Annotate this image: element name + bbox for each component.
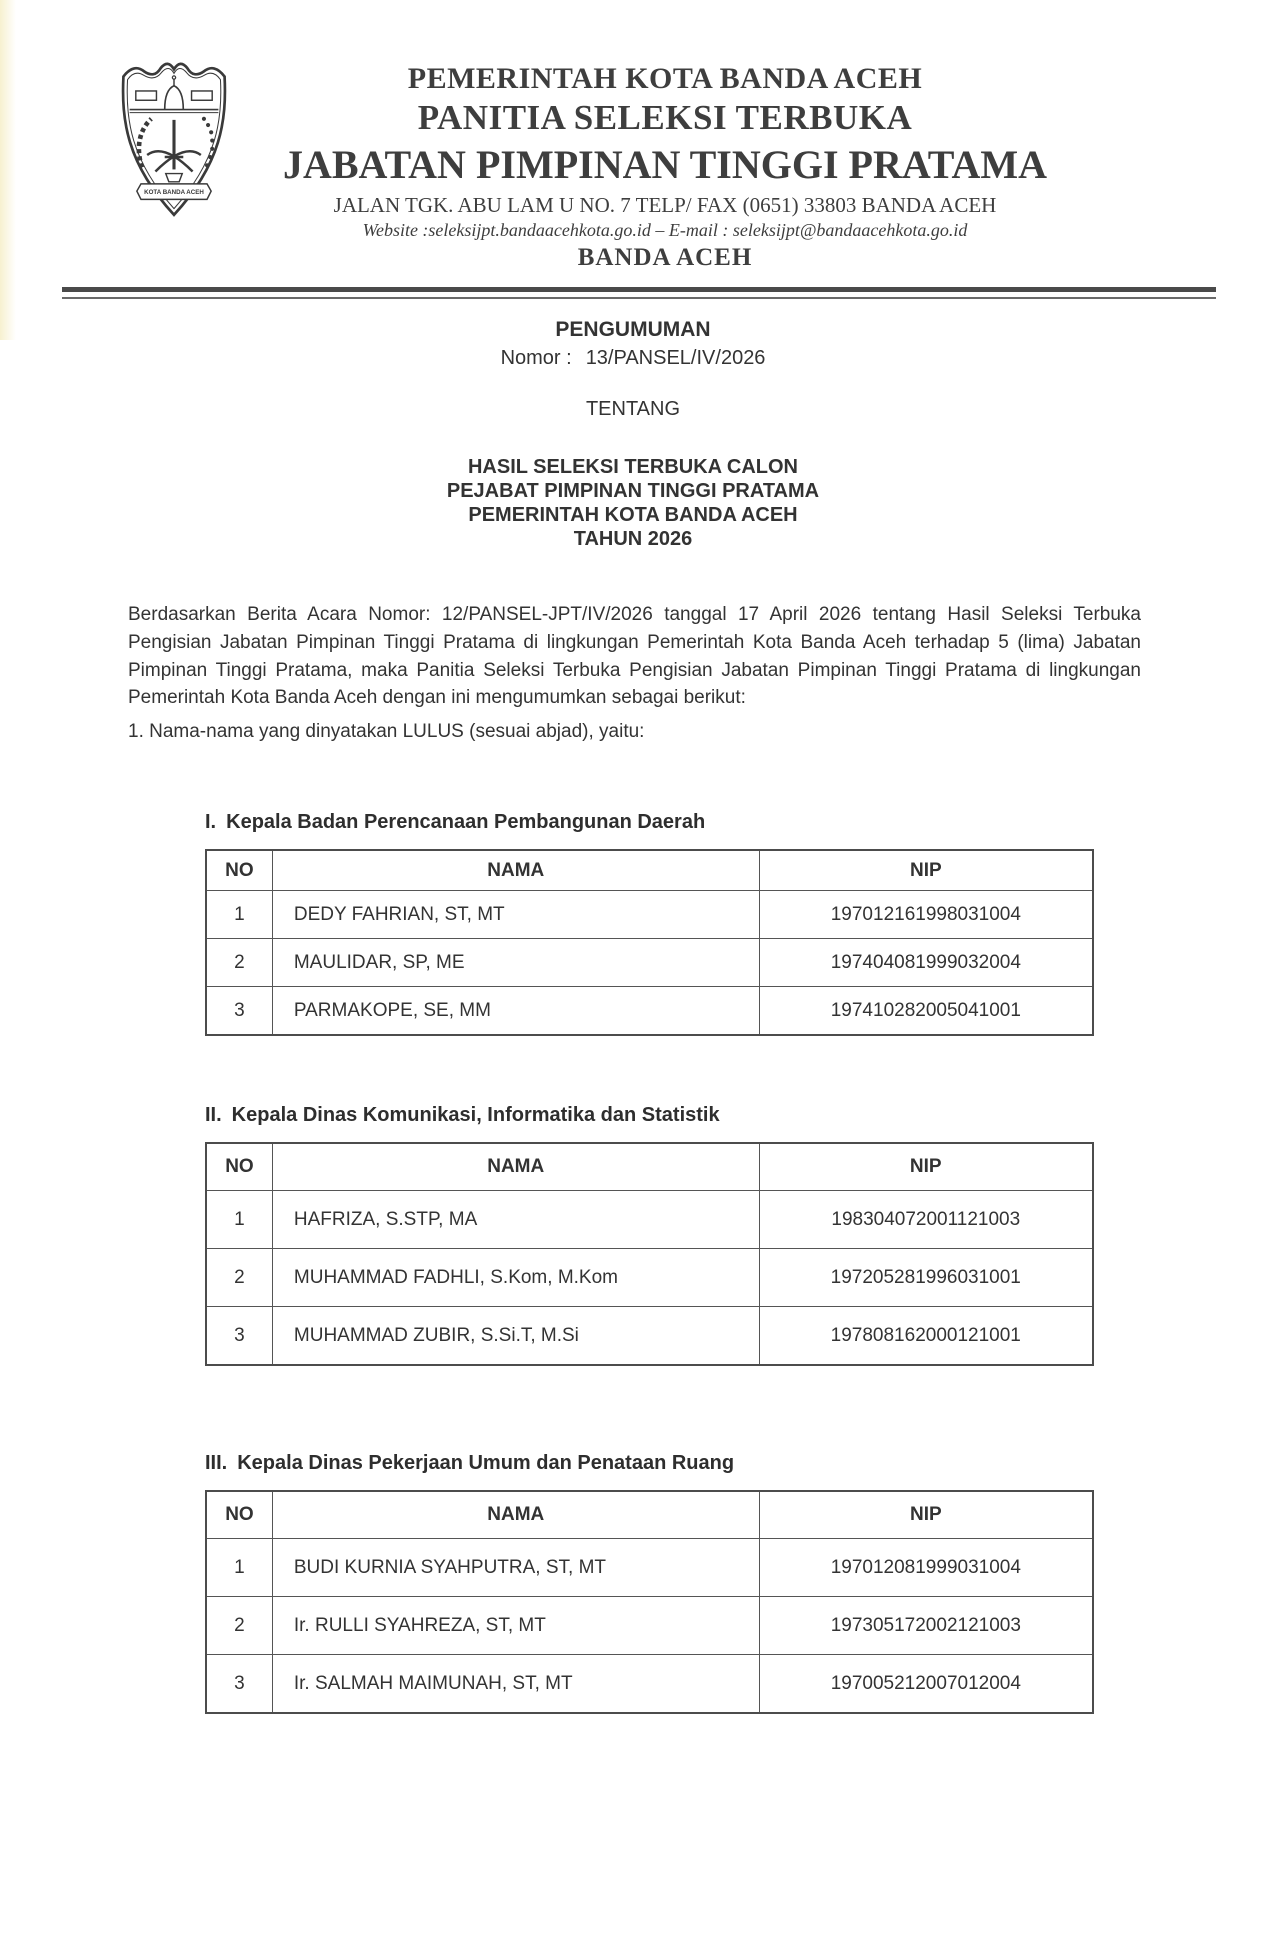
letterhead-divider-thin [62, 297, 1216, 299]
cell-nama: Ir. SALMAH MAIMUNAH, ST, MT [272, 1655, 759, 1714]
letterhead-divider-thick [62, 287, 1216, 292]
scan-edge-artifact [0, 0, 16, 340]
table-row [206, 1655, 1093, 1714]
announcement-about: TENTANG [585, 398, 681, 420]
cell-nama: DEDY FAHRIAN, ST, MT [272, 891, 759, 939]
subject-line: TAHUN 2026 [573, 528, 693, 550]
cell-no: 1 [206, 1539, 272, 1597]
roster-table-2 [205, 1142, 1094, 1366]
cell-no: 2 [206, 1597, 272, 1655]
table-row [206, 1597, 1093, 1655]
section-title: Kepala Dinas Komunikasi, Informatika dan Statistik [231, 1104, 720, 1126]
cell-no: 3 [206, 987, 272, 1036]
column-header-nip: NIP [759, 1143, 1093, 1191]
column-header-no: NO [206, 1143, 272, 1191]
cell-nama: BUDI KURNIA SYAHPUTRA, ST, MT [272, 1539, 759, 1597]
column-header-nip: NIP [759, 850, 1093, 891]
cell-no: 1 [206, 1191, 272, 1249]
table-header-row [206, 1143, 1093, 1191]
cell-nip: 197012161998031004 [759, 891, 1093, 939]
column-header-nama: NAMA [272, 1491, 759, 1539]
cell-nama: MUHAMMAD ZUBIR, S.Si.T, M.Si [272, 1307, 759, 1366]
table-row [206, 1249, 1093, 1307]
table-row [206, 939, 1093, 987]
section-pupr [205, 1452, 1105, 1714]
roster-table-1 [205, 849, 1094, 1036]
cell-no: 2 [206, 939, 272, 987]
cell-nip: 197005212007012004 [759, 1655, 1093, 1714]
emblem-banner-text: KOTA BANDA ACEH [144, 189, 204, 197]
column-header-nama: NAMA [272, 850, 759, 891]
column-header-nip: NIP [759, 1491, 1093, 1539]
table-row [206, 891, 1093, 939]
body-text [128, 601, 1141, 745]
committee-subject: JABATAN PIMPINAN TINGGI PRATAMA [282, 142, 1048, 187]
subject-line: HASIL SELEKSI TERBUKA CALON [467, 456, 799, 478]
section-heading [205, 1104, 1105, 1127]
city-name: BANDA ACEH [577, 244, 753, 271]
section-numeral: II. [205, 1104, 222, 1126]
section-kominfo [205, 1104, 1105, 1366]
address-line: JALAN TGK. ABU LAM U NO. 7 TELP/ FAX (0651) 33803 BANDA ACEH [333, 193, 997, 217]
committee-name: PANITIA SELEKSI TERBUKA [417, 98, 913, 137]
column-header-nama: NAMA [272, 1143, 759, 1191]
government-name: PEMERINTAH KOTA BANDA ACEH [407, 62, 923, 95]
column-header-no: NO [206, 850, 272, 891]
banda-aceh-emblem-icon [116, 60, 232, 220]
section-heading [205, 1452, 1105, 1475]
cell-nama: HAFRIZA, S.STP, MA [272, 1191, 759, 1249]
cell-nama: Ir. RULLI SYAHREZA, ST, MT [272, 1597, 759, 1655]
cell-no: 1 [206, 891, 272, 939]
subject-line: PEMERINTAH KOTA BANDA ACEH [468, 504, 798, 526]
cell-nama: MUHAMMAD FADHLI, S.Kom, M.Kom [272, 1249, 759, 1307]
subject-line: PEJABAT PIMPINAN TINGGI PRATAMA [446, 480, 820, 502]
cell-nip: 197410282005041001 [759, 987, 1093, 1036]
table-header-row [206, 850, 1093, 891]
announcement-heading [0, 318, 1266, 551]
announcement-number-label: Nomor : [500, 347, 572, 369]
cell-no: 2 [206, 1249, 272, 1307]
table-header-row [206, 1491, 1093, 1539]
cell-nip: 197808162000121001 [759, 1307, 1093, 1366]
section-bappeda [205, 811, 1105, 1036]
cell-nip: 197404081999032004 [759, 939, 1093, 987]
website-email-line: Website :seleksijpt.bandaacehkota.go.id – E-mail : seleksijpt@bandaacehkota.go.id [362, 220, 968, 240]
column-header-no: NO [206, 1491, 272, 1539]
section-numeral: III. [205, 1452, 228, 1474]
announcement-subject [0, 455, 1266, 551]
cell-nama: MAULIDAR, SP, ME [272, 939, 759, 987]
roster-table-3 [205, 1490, 1094, 1714]
cell-nip: 198304072001121003 [759, 1191, 1093, 1249]
cell-nip: 197305172002121003 [759, 1597, 1093, 1655]
cell-no: 3 [206, 1655, 272, 1714]
announcement-number-line [0, 347, 1266, 370]
cell-no: 3 [206, 1307, 272, 1366]
table-row [206, 1191, 1093, 1249]
section-heading [205, 811, 1105, 834]
cell-nip: 197012081999031004 [759, 1539, 1093, 1597]
table-row [206, 1539, 1093, 1597]
table-row [206, 987, 1093, 1036]
list-item-1: 1. Nama-nama yang dinyatakan LULUS (sesuai abjad), yaitu: [128, 721, 645, 743]
letterhead [240, 62, 1090, 272]
opening-paragraph: Berdasarkan Berita Acara Nomor: 12/PANSEL-JPT/IV/2026 tanggal 17 April 2026 tentang Hasil Seleksi Terbuka Pengisian Jabatan Pimpinan Tinggi Pratama di lingkungan Pemerintah Kota Banda Aceh terhadap 5 (lima) Jabatan Pimpinan Tinggi Pratama, maka Panitia Seleksi Terbuka Pengisian Jabatan Pimpinan Tinggi Pratama di lingkungan Pemerintah Kota Banda Aceh dengan ini mengumumkan sebagai berikut: [128, 604, 1141, 709]
section-numeral: I. [205, 811, 217, 833]
table-row [206, 1307, 1093, 1366]
announcement-number: 13/PANSEL/IV/2026 [585, 347, 766, 369]
announcement-title: PENGUMUMAN [555, 318, 711, 341]
cell-nip: 197205281996031001 [759, 1249, 1093, 1307]
section-title: Kepala Badan Perencanaan Pembangunan Daerah [226, 811, 706, 833]
section-title: Kepala Dinas Pekerjaan Umum dan Penataan Ruang [237, 1452, 735, 1474]
cell-nama: PARMAKOPE, SE, MM [272, 987, 759, 1036]
